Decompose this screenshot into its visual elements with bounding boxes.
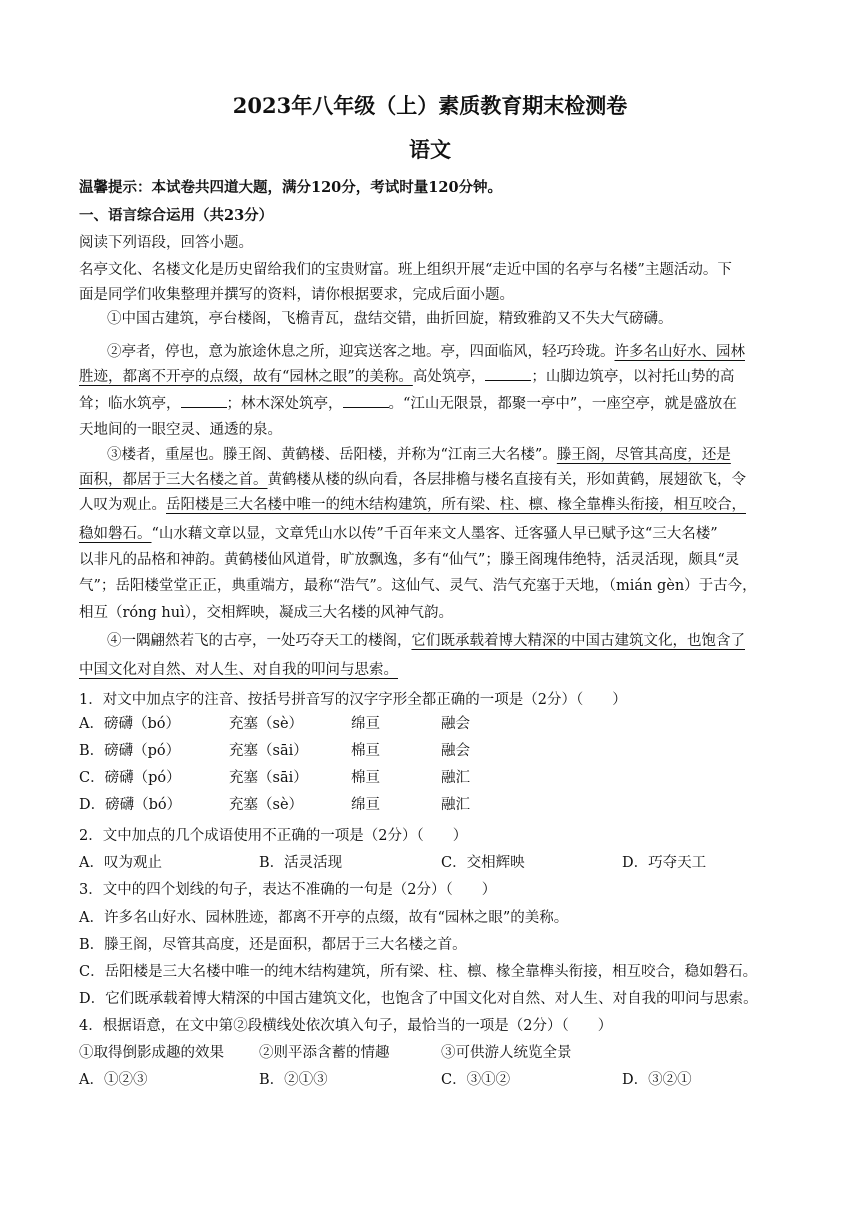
p2-text: ②亭者，停也，意为旅途休息之所，迎宾送客之地。亭，四面临风，轻巧玲珑。 [107,344,615,360]
underlined-sentence-4b: 中国文化对自然、对人生、对自我的叩问与思索。 [79,662,398,678]
paragraph-2-line-3 [79,392,784,413]
p2-text: 耸；临水筑亭， [79,396,181,412]
paragraph-3-line-7: 相互（róng huì），交相辉映，凝成三大名楼的风神气韵。 [79,605,453,621]
q3-option-d[interactable]: D．它们既承载着博大精深的中国古建筑文化，也饱含了中国文化对自然、对人生、对自我的叩问与思索。 [79,991,758,1007]
paragraph-1: ①中国古建筑，亭台楼阁，飞檐青瓦，盘结交错，曲折回旋，精致雅韵又不失大气磅礴。 [107,311,673,327]
question-2-stem: 2．文中加点的几个成语使用不正确的一项是（2分）（ ） [79,828,468,844]
instruction: 阅读下列语段，回答小题。 [79,235,253,251]
fill-blank-1 [485,368,531,381]
q4-sentence-3: ③可供游人统览全景 [441,1045,572,1061]
p3-text: 黄鹤楼从楼的纵向看，各层排檐与楼名直接有关，形如黄鹤，展翅欲飞，令 [267,472,746,488]
intro-line-2: 面是同学们收集整理并撰写的资料，请你根据要求，完成后面小题。 [79,287,514,303]
underlined-sentence-4a: 它们既承载着博大精深的中国古建筑文化，也饱含了 [411,633,745,649]
q2-option-a[interactable]: A．叹为观止 [79,855,162,871]
q4-sentence-2: ②则平添含蓄的情趣 [259,1045,390,1061]
q1-option-c-col3: 棉亘 [351,770,380,786]
p3-text: ③楼者，重屋也。滕王阁、黄鹤楼、岳阳楼，并称为“江南三大名楼”。 [107,447,557,463]
q2-option-c[interactable]: C．交相辉映 [441,855,525,871]
q1-option-a-col1[interactable]: A．磅礴（bó） [79,716,180,732]
q1-option-d-col2: 充塞（sè） [229,797,304,813]
paragraph-3-line-6: 气”；岳阳楼堂堂正正，典重端方，最称“浩气”。这仙气、灵气、浩气充塞于天地，（mián gèn）于古今， [79,578,757,594]
paragraph-3-line-4 [79,522,784,543]
q1-option-c-col2: 充塞（sāi） [229,770,308,786]
p2-text: ；林木深处筑亭， [226,396,343,412]
paragraph-4-line-2 [79,658,784,679]
p3-text: 人叹为观止。 [79,497,166,513]
q1-option-b-col4: 融会 [441,743,470,759]
q3-option-b[interactable]: B．滕王阁，尽管其高度，还是面积，都居于三大名楼之首。 [79,937,467,953]
exam-title: 2023年八年级（上）素质教育期末检测卷 [232,93,628,118]
notice: 温馨提示：本试卷共四道大题，满分120分，考试时量120分钟。 [79,179,503,196]
q1-option-d-col4: 融汇 [441,797,470,813]
fill-blank-2 [181,395,227,408]
q4-option-d[interactable]: D．③②① [622,1072,692,1088]
q3-option-c[interactable]: C．岳阳楼是三大名楼中唯一的纯木结构建筑，所有梁、柱、檩、椽全靠榫头衔接，相互咬合，稳如磐石。 [79,964,758,980]
paragraph-2-line-4: 天地间的一眼空灵、通透的泉。 [79,422,282,438]
q1-option-c-col4: 融汇 [441,770,470,786]
underlined-sentence-2a: 滕王阁，尽管其高度，还是 [556,447,731,463]
q1-option-d-col3: 绵亘 [351,797,380,813]
q1-option-a-col4: 融会 [441,716,470,732]
underlined-sentence-1a: 许多名山好水、园林 [614,344,745,360]
p2-text: 高处筑亭， [412,369,486,385]
underlined-sentence-2b: 面积，都居于三大名楼之首。 [79,472,268,488]
paragraph-2-line-2 [79,365,784,386]
q4-sentence-1: ①取得倒影成趣的效果 [79,1045,224,1061]
q3-option-a[interactable]: A．许多名山好水、园林胜迹，都离不开亭的点缀，故有“园林之眼”的美称。 [79,910,569,926]
underlined-sentence-3a: 岳阳楼是三大名楼中唯一的纯木结构建筑，所有梁、柱、檩、椽全靠榫头衔接，相互咬合， [166,497,746,513]
subject-title: 语文 [409,137,451,162]
question-4-stem: 4．根据语意，在文中第②段横线处依次填入句子，最恰当的一项是（2分）（ ） [79,1018,613,1034]
question-3-stem: 3．文中的四个划线的句子，表达不准确的一句是（2分）（ ） [79,882,497,898]
underlined-sentence-1b: 胜迹，都离不开亭的点缀，故有“园林之眼”的美称。 [79,369,413,385]
q1-option-d-col1[interactable]: D．磅礴（bó） [79,797,182,813]
p2-text: ；山脚边筑亭，以衬托山势的高 [531,369,735,385]
q1-option-a-col2: 充塞（sè） [229,716,304,732]
q1-option-b-col2: 充塞（sāi） [229,743,308,759]
p4-text: ④一隅翩然若飞的古亭，一处巧夺天工的楼阁， [107,633,412,649]
paragraph-4-line-1 [107,629,784,650]
q4-option-c[interactable]: C．③①② [441,1072,511,1088]
q1-option-c-col1[interactable]: C．磅礴（pó） [79,770,181,786]
intro-line-1: 名亭文化、名楼文化是历史留给我们的宝贵财富。班上组织开展“走近中国的名亭与名楼”主题活动。下 [79,262,732,278]
q1-option-b-col3: 棉亘 [351,743,380,759]
paragraph-3-line-3 [79,493,784,514]
p3-text: “山水藉文章以显，文章凭山水以传”千百年来文人墨客、迁客骚人早已赋予这“三大名楼” [151,526,718,542]
q4-option-b[interactable]: B．②①③ [259,1072,328,1088]
underlined-sentence-3b: 稳如磐石。 [79,526,152,542]
q4-option-a[interactable]: A．①②③ [79,1072,148,1088]
paragraph-3-line-1 [107,443,784,464]
q1-option-b-col1[interactable]: B．磅礴（pó） [79,743,181,759]
paragraph-3-line-5: 以非凡的品格和神韵。黄鹤楼仙风道骨，旷放飘逸，多有“仙气”；滕王阁瑰伟绝特，活灵活现，颇具“灵 [79,552,740,568]
p2-text: 。“江山无限景，都聚一亭中”，一座空亭，就是盛放在 [388,396,737,412]
paragraph-2-line-1 [107,340,784,361]
section-heading: 一、语言综合运用（共23分） [79,207,274,224]
fill-blank-3 [343,395,389,408]
paragraph-3-line-2 [79,468,784,489]
q2-option-d[interactable]: D．巧夺天工 [622,855,707,871]
q1-option-a-col3: 绵亘 [351,716,380,732]
q2-option-b[interactable]: B．活灵活现 [259,855,343,871]
question-1-stem: 1．对文中加点字的注音、按括号拼音写的汉字字形全都正确的一项是（2分）（ ） [79,692,627,708]
